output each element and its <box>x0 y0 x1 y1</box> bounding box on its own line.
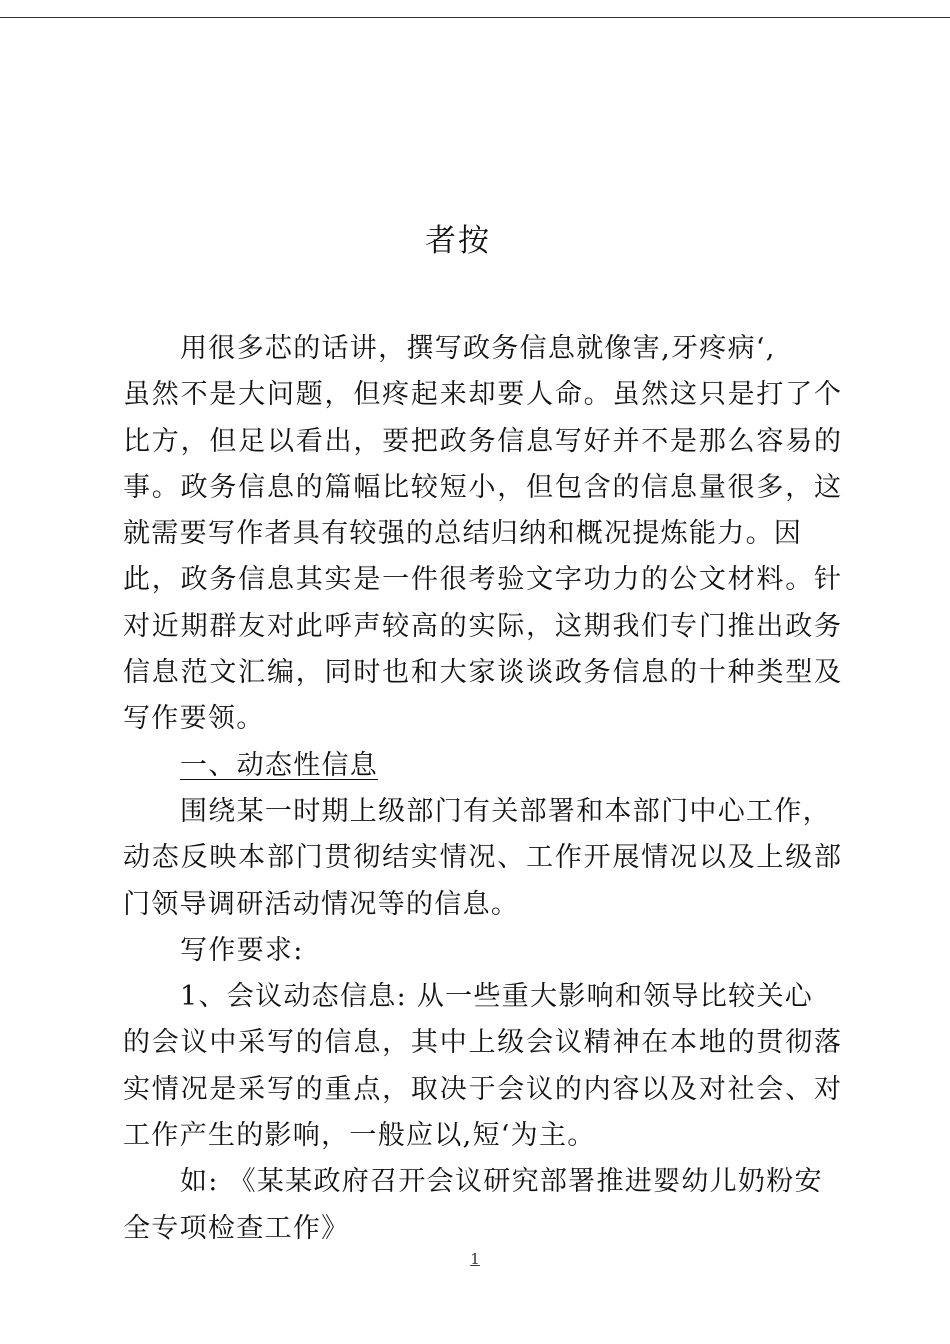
body-line: 工作产生的影响，一般应以,短‘为主。 <box>123 1120 596 1152</box>
body-line: 信息范文汇编，同时也和大家谈谈政务信息的十种类型及 <box>123 657 841 689</box>
body-line: 此，政务信息其实是一件很考验文字功力的公文材料。针 <box>123 564 841 596</box>
body-line: 动态反映本部门贯彻结实情况、工作开展情况以及上级部 <box>123 842 841 874</box>
example-line: 如: 《某某政府召开会议研究部署推进婴幼儿奶粉安 <box>180 1166 823 1198</box>
page-number: 1 <box>470 1250 480 1268</box>
requirements-label: 写作要求: <box>180 934 304 966</box>
body-line: 实情况是采写的重点，取决于会议的内容以及对社会、对 <box>123 1073 841 1105</box>
body-line: 比方，但足以看出，要把政务信息写好并不是那么容易的 <box>123 425 841 457</box>
example-line: 全专项检查工作》 <box>123 1212 350 1244</box>
body-line: 就需要写作者具有较强的总结归纳和概况提炼能力。因 <box>123 518 803 550</box>
body-line: 的会议中采写的信息，其中上级会议精神在本地的贯彻落 <box>123 1027 841 1059</box>
body-line: 事。政务信息的篇幅比较短小，但包含的信息量很多，这 <box>123 471 841 503</box>
body-line: 写作要领。 <box>123 703 265 735</box>
document-title: 者按 <box>425 223 491 259</box>
document-body <box>123 326 841 1252</box>
body-line: 用很多芯的话讲，撰写政务信息就像害,牙疼病‘, <box>180 333 776 364</box>
body-line: 门领导调研活动情况等的信息。 <box>123 888 520 920</box>
body-line: 虽然不是大问题，但疼起来却要人命。虽然这只是打了个 <box>123 379 841 411</box>
section-heading <box>123 743 841 789</box>
body-line: 围绕某一时期上级部门有关部署和本部门中心工作， <box>180 795 831 827</box>
body-line: 1、会议动态信息: 从一些重大影响和领导比较关心 <box>180 981 814 1013</box>
body-line: 对近期群友对此呼声较高的实际，这期我们专门推出政务 <box>123 610 841 642</box>
section-heading-text: 一、动态性信息 <box>180 749 379 781</box>
header-rule <box>0 17 950 18</box>
